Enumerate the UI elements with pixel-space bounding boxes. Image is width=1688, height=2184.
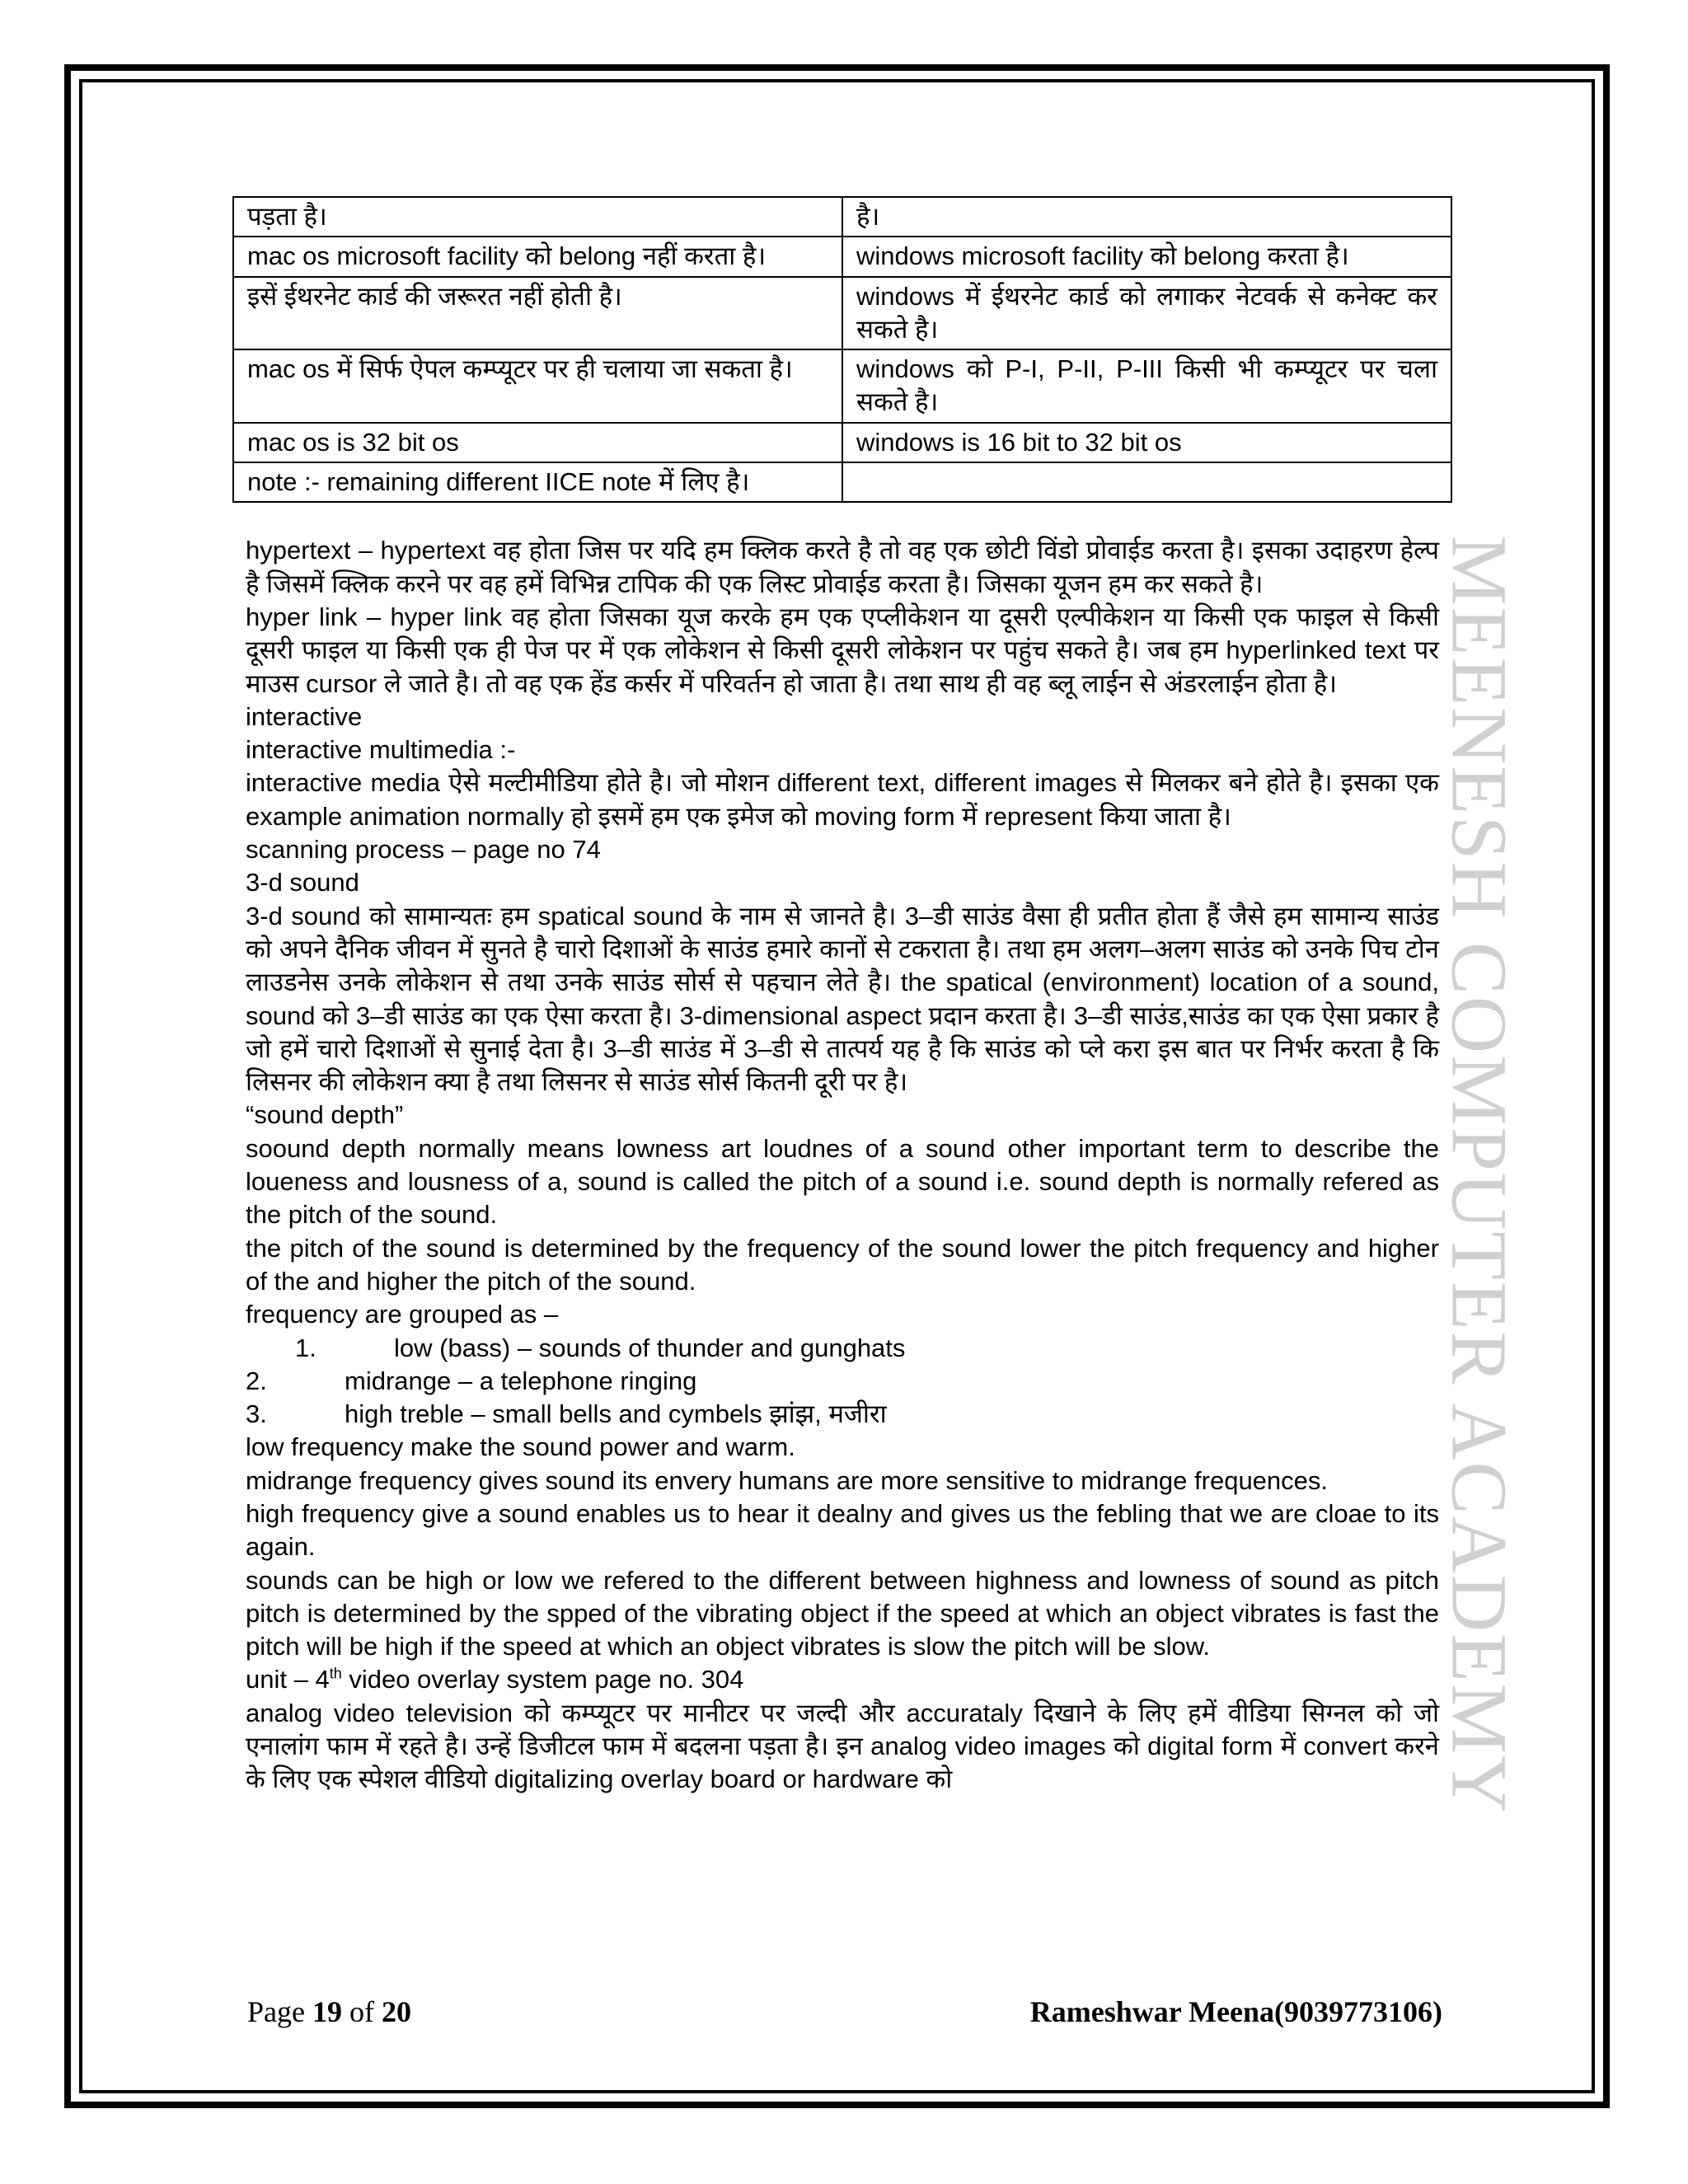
table-cell: है। — [842, 197, 1451, 237]
page-word: Page — [247, 1995, 312, 2028]
paragraph-high-frequency: high frequency give a sound enables us to hear it dealny and gives us the febling that we are cloae to its again. — [246, 1498, 1439, 1562]
unit-prefix: unit – 4 — [246, 1665, 330, 1694]
paragraph-sound-depth: soound depth normally means lowness art loudnes of a sound other important term to describe the loueness and lousness of a, sound is called the pitch of a sound i.e. sound depth is normally refered as the pitch of the sound. — [246, 1133, 1439, 1230]
list-text: high treble – small bells and cymbels झांझ, मजीरा — [345, 1399, 887, 1429]
list-item — [246, 1365, 1439, 1398]
heading-interactive: interactive — [246, 701, 363, 731]
paragraph-low-frequency: low frequency make the sound power and warm. — [246, 1432, 795, 1462]
table-cell: note :- remaining different IICE note में लिए है। — [233, 462, 842, 502]
heading-3d-sound: 3-d sound — [246, 868, 359, 898]
page-content — [232, 196, 1452, 1797]
page-current: 19 — [312, 1995, 342, 2028]
unit-suffix: video overlay system page no. 304 — [341, 1665, 744, 1694]
page-footer — [247, 1994, 1442, 2029]
table-cell: windows is 16 bit to 32 bit os — [842, 423, 1451, 462]
paragraph-midrange-frequency: midrange frequency gives sound its envery humans are more sensitive to midrange frequences. — [246, 1465, 1329, 1495]
list-text: low (bass) – sounds of thunder and gunghats — [394, 1333, 906, 1362]
list-text: midrange – a telephone ringing — [345, 1366, 697, 1395]
paragraph-high-low-sound: sounds can be high or low we refered to the different between highness and lowness of sound as pitch pitch is determined by the spped of the vibrating object if the speed at which an object vibrates is fast the pitch will be high if the speed at which an object vibrates is slow the pitch will be slow. — [246, 1565, 1439, 1661]
paragraph-frequency-groups: frequency are grouped as – — [246, 1300, 559, 1329]
table-cell: windows microsoft facility को belong करता है। — [842, 237, 1451, 276]
paragraph-hyperlink: hyper link – hyper link वह होता जिसका यूज करके हम एक एप्लीकेशन या दूसरी एल्पीकेशन या किसी एक फाइल से किसी दूसरी फाइल या किसी एक ही पेज पर में एक लोकेशन से किसी दूसरी लोकेशन पर पहुंच सकते है। जब हम hyperlinked text पर माउस cursor ले जाते है। तो वह एक हेंड कर्सर में परिवर्तन हो जाता है। तथा साथ ही वह ब्लू लाईन से अंडरलाईन होता है। — [246, 602, 1439, 698]
table-row — [233, 277, 1451, 350]
table-cell: mac os microsoft facility को belong नहीं करता है। — [233, 237, 842, 276]
page-of-word: of — [341, 1995, 382, 2028]
paragraph-pitch: the pitch of the sound is determined by the frequency of the sound lower the pitch frequency and higher of the and higher the pitch of the sound. — [246, 1233, 1439, 1296]
list-number: 2. — [246, 1366, 267, 1395]
list-item — [246, 1398, 1439, 1431]
watermark-text: MEENESH COMPUTER ACADEMY — [1435, 534, 1524, 1815]
paragraph-hypertext: hypertext – hypertext वह होता जिस पर यदि हम क्लिक करते है तो वह एक छोटी विंडो प्रोवाईड करता है। इसका उदाहरण हेल्प है जिसमें क्लिक करने पर वह हमें विभिन्न टापिक की एक लिस्ट प्रोवाईड करता है। जिसका यूजन हम कर सकते है। — [246, 536, 1439, 598]
table-cell: mac os is 32 bit os — [233, 423, 842, 462]
heading-scanning-process: scanning process – page no 74 — [246, 835, 601, 865]
author-credit: Rameshwar Meena(9039773106) — [1029, 1995, 1442, 2028]
heading-sound-depth: “sound depth” — [246, 1100, 404, 1130]
page-number — [247, 1994, 411, 2029]
list-item — [246, 1332, 1439, 1365]
table-cell: इसें ईथरनेट कार्ड की जरूरत नहीं होती है। — [233, 277, 842, 350]
body-text — [232, 534, 1452, 1796]
paragraph-interactive-media: interactive media ऐसे मल्टीमीडिया होते है। जो मोशन different text, different images से मिलकर बने होते है। इसका एक example animation normally हो इसमें हम एक इमेज को moving form में represent किया जाता है। — [246, 768, 1439, 831]
heading-interactive-multimedia: interactive multimedia :- — [246, 735, 516, 765]
table-row — [233, 197, 1451, 237]
table-row — [233, 349, 1451, 423]
table-cell: पड़ता है। — [233, 197, 842, 237]
table-row — [233, 423, 1451, 462]
page-total: 20 — [381, 1995, 411, 2028]
table-cell: mac os में सिर्फ ऐपल कम्प्यूटर पर ही चलाया जा सकता है। — [233, 349, 842, 423]
list-number: 1. — [295, 1333, 316, 1362]
table-row — [233, 462, 1451, 502]
table-cell — [842, 462, 1451, 502]
paragraph-3d-sound: 3-d sound को सामान्यतः हम spatical sound के नाम से जानते है। 3–डी साउंड वैसा ही प्रतीत होता हैं जैसे हम सामान्य साउंड को अपने दैनिक जीवन में सुनते है चारो दिशाओं के साउंड हमारे कानों से टकराता है। तथा हम अलग–अलग साउंड को उनके पिच टोन लाउडनेस उनके लोकेशन से तथा उनके साउंड सोर्स से पहचान लेते है। the spatical (environment) location of a sound, sound को 3–डी साउंड का एक ऐसा करता है। 3-dimensional aspect प्रदान करता है। 3–डी साउंड,साउंड का एक ऐसा प्रकार है जो हमें चारो दिशाओं से सुनाई देता है। 3–डी साउंड में 3–डी से तात्पर्य यह है कि साउंड को प्ले करा इस बात पर निर्भर करता है कि लिसनर की लोकेशन क्या है तथा लिसनर से साउंड सोर्स कितनी दूरी पर है। — [246, 901, 1439, 1097]
paragraph-analog-video: analog video television को कम्प्यूटर पर मानीटर पर जल्दी और accurataly दिखाने के लिए हमें वीडिया सिग्नल को जो एनालांग फाम में रहते है। उन्हें डिजीटल फाम में बदलना पड़ता है। इन analog video images को digital form में convert करने के लिए एक स्पेशल वीडियो digitalizing overlay board or hardware को — [246, 1698, 1439, 1794]
table-row — [233, 237, 1451, 276]
unit-superscript: th — [329, 1666, 342, 1683]
table-cell: windows को P-I, P-II, P-III किसी भी कम्प्यूटर पर चला सकते है। — [842, 349, 1451, 423]
comparison-table — [232, 196, 1452, 503]
list-number: 3. — [246, 1399, 267, 1429]
heading-unit-4 — [246, 1663, 1439, 1696]
table-cell: windows में ईथरनेट कार्ड को लगाकर नेटवर्क से कनेक्ट कर सकते है। — [842, 277, 1451, 350]
